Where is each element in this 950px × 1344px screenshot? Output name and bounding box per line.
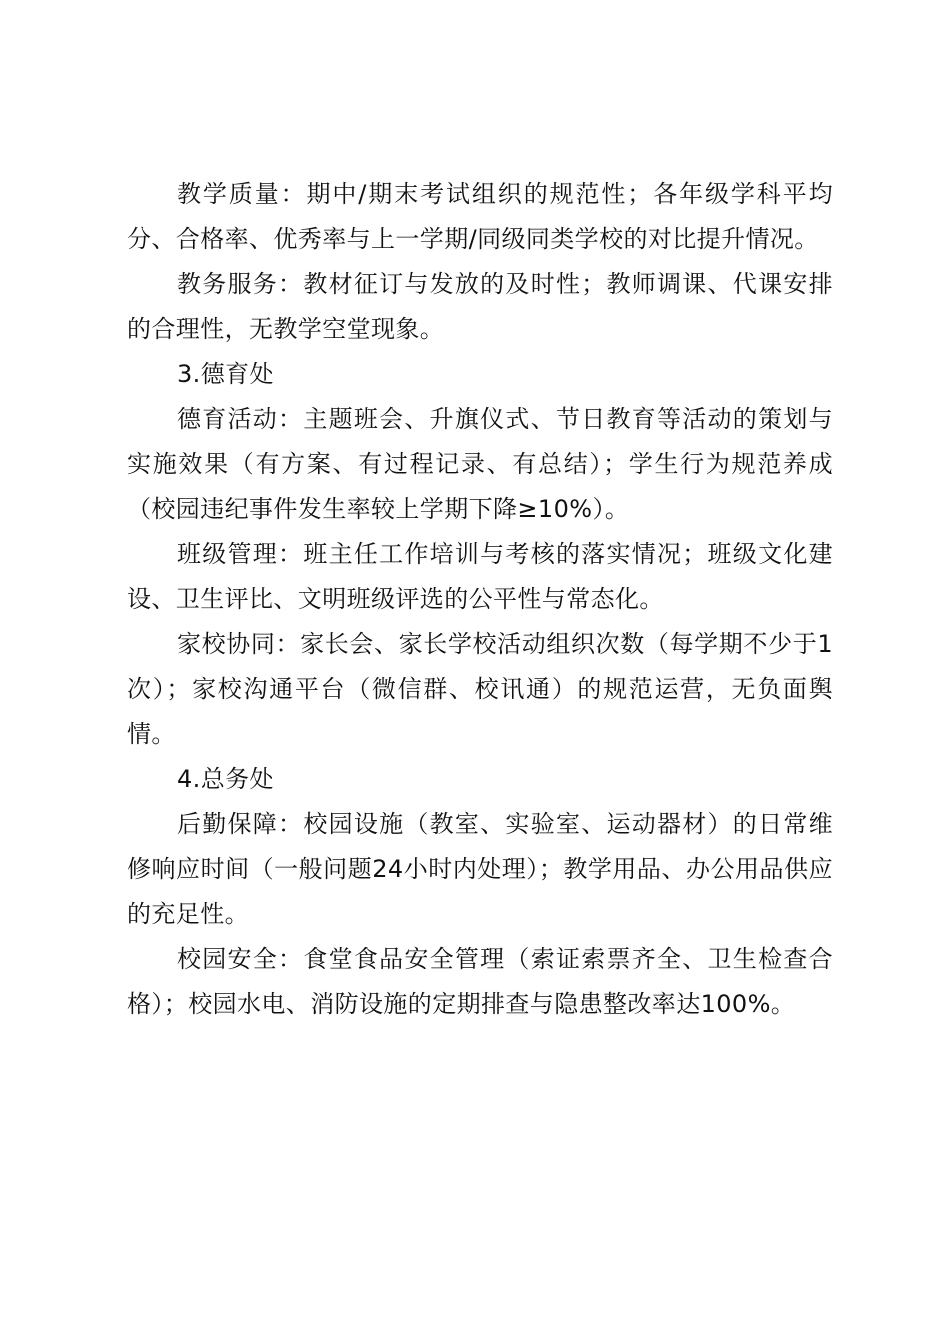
section-heading-moral-education: 3.德育处 bbox=[177, 360, 274, 388]
paragraph-home-school: 家校协同：家长会、家长学校活动组织次数（每学期不少于1次）；家校沟通平台（微信群、校讯通）的规范运营，无负面舆情。 bbox=[127, 630, 833, 748]
paragraph-academic-services: 教务服务：教材征订与发放的及时性；教师调课、代课安排的合理性，无教学空堂现象。 bbox=[127, 270, 833, 343]
paragraph-logistics: 后勤保障：校园设施（教室、实验室、运动器材）的日常维修响应时间（一般问题24小时内处理）；教学用品、办公用品供应的充足性。 bbox=[127, 810, 833, 928]
paragraph-moral-activities: 德育活动：主题班会、升旗仪式、节日教育等活动的策划与实施效果（有方案、有过程记录、有总结）；学生行为规范养成（校园违纪事件发生率较上学期下降≥10%）。 bbox=[127, 405, 833, 523]
section-heading-general-affairs: 4.总务处 bbox=[177, 765, 274, 793]
paragraph-class-management: 班级管理：班主任工作培训与考核的落实情况；班级文化建设、卫生评比、文明班级评选的公平性与常态化。 bbox=[127, 540, 833, 613]
paragraph-campus-safety: 校园安全：食堂食品安全管理（索证索票齐全、卫生检查合格）；校园水电、消防设施的定期排查与隐患整改率达100%。 bbox=[127, 945, 833, 1018]
document-page bbox=[127, 172, 833, 1027]
paragraph-teaching-quality: 教学质量：期中/期末考试组织的规范性；各年级学科平均分、合格率、优秀率与上一学期/同级同类学校的对比提升情况。 bbox=[127, 180, 833, 253]
